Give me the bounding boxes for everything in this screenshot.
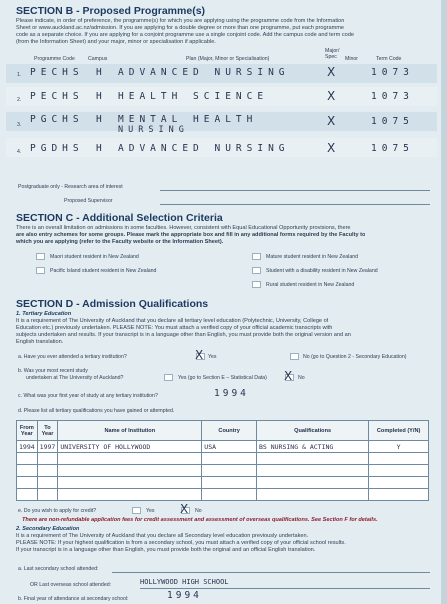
tertiary-intro-2: Education etc.) previously undertaken. PLEASE NOTE: You must attach a verified copy of your official academic transcripts with [16, 325, 333, 331]
from-year-cell[interactable]: 1994 [17, 441, 38, 453]
question-e-yes-box[interactable] [132, 507, 141, 514]
section-c-title: SECTION C - Additional Selection Criteria [16, 212, 223, 224]
row-3-plan[interactable]: MENTAL HEALTH [118, 114, 258, 125]
secondary-intro-2: PLEASE NOTE: If your highest qualification is from a secondary school, you must attach a verified copy of your official school results. [16, 540, 346, 546]
question-b-mark[interactable]: X [284, 369, 293, 383]
table-row[interactable] [17, 453, 429, 465]
pacific-checkbox[interactable] [36, 267, 45, 274]
final-year-answer[interactable]: 1994 [167, 590, 202, 601]
supervisor-label: Proposed Supervisor [64, 198, 113, 204]
section-b-intro-1: Please indicate, in order of preference, the programme(s) for which you are applying using the programme code from the Information [16, 18, 345, 24]
header-country: Country [202, 421, 257, 441]
question-b-yes-label: Yes (go to Section E – Statistical Data) [178, 375, 267, 381]
question-c-answer[interactable]: 1994 [214, 388, 249, 399]
row-3-major-mark[interactable]: X [327, 114, 336, 128]
qualification-cell[interactable]: BS NURSING & ACTING [256, 441, 368, 453]
disability-label: Student with a disability resident in New Zealand [266, 268, 378, 274]
last-school-field[interactable] [112, 572, 430, 573]
overseas-school-field[interactable] [140, 588, 430, 589]
maori-checkbox[interactable] [36, 253, 45, 260]
question-e-label: e. Do you wish to apply for credit? [18, 508, 97, 514]
row-2-number: 2. [17, 97, 22, 103]
last-school-label: a. Last secondary school attended: [18, 566, 99, 572]
row-2-campus[interactable]: H [96, 91, 107, 102]
pacific-label: Pacific Island student resident in New Zealand [50, 268, 157, 274]
section-c-intro-3: which you are applying (refer to the Faculty website or the Information Sheet). [16, 239, 224, 245]
row-2-programme-code[interactable]: PECHS [30, 91, 84, 102]
supervisor-field[interactable] [160, 204, 430, 205]
tertiary-intro-3: subjects undertaken and results. If your transcript is in a language other than English, you must provide both the original version and an [16, 332, 351, 338]
header-term-code: Term Code [376, 56, 402, 62]
section-c-intro-2: are also entry schemes for some groups. Please mark the appropriate box and fill in any additional forms required by the Faculty to [16, 232, 366, 238]
table-row[interactable] [17, 465, 429, 477]
research-area-field[interactable] [160, 190, 430, 191]
header-completed: Completed (Y/N) [369, 421, 429, 441]
question-b-yes-box[interactable] [164, 374, 173, 381]
question-a-mark[interactable]: X [195, 348, 204, 362]
question-c-label: c. What was your first year of study at any tertiary institution? [18, 393, 158, 399]
overseas-school-label: OR Last overseas school attended: [30, 582, 112, 588]
section-b-intro-4: (from the Information Sheet) and your major, minor or specialisation if applicable. [16, 39, 216, 45]
row-4-plan[interactable]: ADVANCED NURSING [118, 143, 290, 154]
qualifications-header-row [17, 421, 429, 441]
secondary-education-heading: 2. Secondary Education [16, 526, 80, 532]
row-4-number: 4. [17, 149, 22, 155]
header-minor: Minor [345, 56, 358, 62]
qualifications-table [16, 420, 429, 501]
row-2-major-mark[interactable]: X [327, 89, 336, 103]
row-3-programme-code[interactable]: PGCHS [30, 114, 84, 125]
row-1-programme-code[interactable]: PECHS [30, 67, 84, 78]
secondary-intro-3: If your transcript is in a language other than English, you must provide both the original and an official English translation. [16, 547, 316, 553]
completed-cell[interactable]: Y [369, 441, 429, 453]
research-area-label: Postgraduate only - Research area of interest [18, 184, 123, 190]
question-d-label: d. Please list all tertiary qualifications you have gained or attempted. [18, 408, 175, 414]
row-1-campus[interactable]: H [96, 67, 107, 78]
header-from-year: From Year [17, 421, 38, 441]
section-b-intro-3: code as a separate choice. If you are applying for a conjoint programme use a single conjoint code. Add the campus code and term code [16, 32, 355, 38]
header-qualifications: Qualifications [256, 421, 368, 441]
header-major-spec: Major/ Spec [325, 48, 340, 60]
row-1-major-mark[interactable]: X [327, 65, 336, 79]
final-year-label: b. Final year of attendance at secondary school: [18, 596, 129, 602]
maori-label: Maori student resident in New Zealand [50, 254, 139, 260]
row-1-number: 1. [17, 72, 22, 78]
mature-checkbox[interactable] [252, 253, 261, 260]
fee-note: There are non-refundable application fees for credit assessment and assessment of overseas qualifications. See Section F for details. [22, 517, 378, 523]
mature-label: Mature student resident in New Zealand [266, 254, 358, 260]
header-plan: Plan (Major, Minor or Specialisation) [186, 56, 270, 62]
tertiary-education-heading: 1. Tertiary Education [16, 311, 72, 317]
row-3-number: 3. [17, 122, 22, 128]
disability-checkbox[interactable] [252, 267, 261, 274]
page-edge [441, 0, 447, 604]
row-2-plan[interactable]: HEALTH SCIENCE [118, 91, 269, 102]
section-d-title: SECTION D - Admission Qualifications [16, 298, 209, 310]
overseas-school-answer[interactable]: HOLLYWOOD HIGH SCHOOL [140, 578, 229, 586]
institution-cell[interactable]: UNIVERSITY OF HOLLYWOOD [58, 441, 202, 453]
row-3-campus[interactable]: H [96, 114, 107, 125]
row-4-major-mark[interactable]: X [327, 141, 336, 155]
header-campus: Campus [88, 56, 108, 62]
question-e-yes-label: Yes [146, 508, 155, 514]
row-4-term-code[interactable]: 1075 [371, 143, 414, 154]
question-e-mark[interactable]: X [180, 502, 189, 516]
row-1-term-code[interactable]: 1073 [371, 67, 414, 78]
row-3-term-code[interactable]: 1075 [371, 116, 414, 127]
country-cell[interactable]: USA [202, 441, 257, 453]
row-4-campus[interactable]: H [96, 143, 107, 154]
question-e-no-label: No [195, 508, 202, 514]
section-c-intro-1: There is an overall limitation on admissions in some faculties. However, consistent with Equal Educational Opportunity provisions, there [16, 225, 351, 231]
section-b-intro-2: Sheet or www.auckland.ac.nz/admission. If you are applying for a double degree or more than one programme, put each programme [16, 25, 345, 31]
question-a-no-box[interactable] [290, 353, 299, 360]
row-2-term-code[interactable]: 1073 [371, 91, 414, 102]
header-programme-code: Programme Code [34, 56, 75, 62]
secondary-intro-1: It is a requirement of The University of Auckland that you declare all Secondary level education previously undertaken. [16, 533, 309, 539]
header-to-year: To Year [37, 421, 58, 441]
row-3-plan-line-2[interactable]: NURSING [118, 125, 189, 135]
header-institution: Name of Institution [58, 421, 202, 441]
question-a-no-label: No (go to Question 2 - Secondary Education) [303, 354, 407, 360]
question-b-no-label: No [298, 375, 305, 381]
table-row[interactable] [17, 441, 429, 453]
row-4-programme-code[interactable]: PGDHS [30, 143, 84, 154]
question-a-yes-label: Yes [208, 354, 217, 360]
question-a-label: a. Have you ever attended a tertiary institution? [18, 354, 127, 360]
question-b-label-2: undertaken at The University of Auckland? [26, 375, 124, 381]
table-row[interactable] [17, 489, 429, 501]
tertiary-intro-1: It is a requirement of The University of Auckland that you declare all tertiary level education (Polytechnic, University, College of [16, 318, 329, 324]
question-b-label-1: b. Was your most recent study [18, 368, 88, 374]
table-row[interactable] [17, 477, 429, 489]
to-year-cell[interactable]: 1997 [37, 441, 58, 453]
tertiary-intro-4: English translation. [16, 339, 64, 345]
row-1-plan[interactable]: ADVANCED NURSING [118, 67, 290, 78]
rural-label: Rural student resident in New Zealand [266, 282, 355, 288]
rural-checkbox[interactable] [252, 281, 261, 288]
section-b-title: SECTION B - Proposed Programme(s) [16, 5, 206, 17]
